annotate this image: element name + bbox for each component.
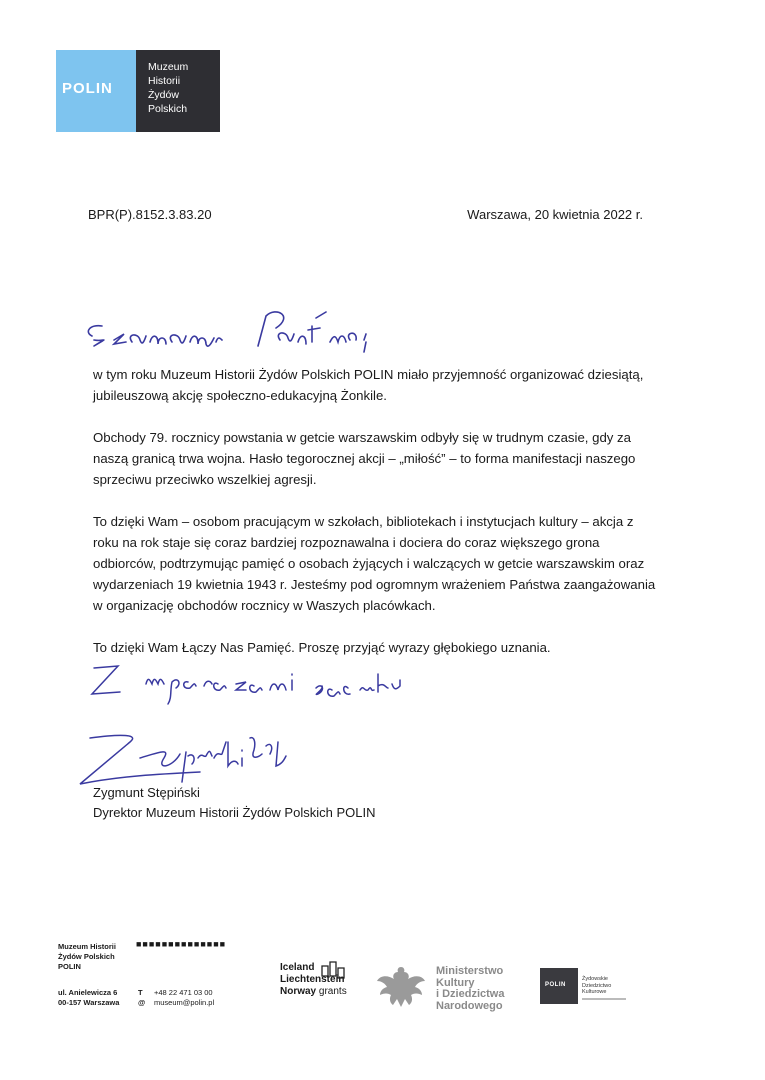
letter-date: Warszawa, 20 kwietnia 2022 r. [467, 207, 643, 222]
logo-line: Polskich [148, 103, 188, 115]
address-line: 00-157 Warszawa [58, 998, 120, 1007]
ministry-line: Ministerstwo [436, 965, 504, 977]
ministry-line: Kultury [436, 976, 475, 989]
grants-line: grants [318, 986, 347, 997]
handwritten-closing [80, 652, 410, 712]
ministry-line: i Dziedzictwa [436, 988, 505, 1000]
signer-name: Zygmunt Stępiński [93, 785, 200, 800]
eagle-emblem-icon [375, 963, 427, 1013]
grants-line: Norway [280, 986, 317, 997]
footer-line: Żydów Polskich [58, 952, 115, 961]
grants-mark-icon [320, 960, 348, 980]
email-key: @ [138, 998, 146, 1007]
footer-line: POLIN [58, 962, 81, 971]
logo-line: Historii [148, 75, 181, 87]
partner-line: Żydowskie [582, 976, 608, 982]
phone-number: +48 22 471 03 00 [154, 988, 213, 997]
signer-block [93, 783, 375, 823]
address-line: ul. Anielewicza 6 [58, 988, 118, 997]
handwritten-salutation [80, 296, 400, 366]
footer-dotted-divider: ■■■■■■■■■■■■■■ [136, 939, 227, 949]
signer-title: Dyrektor Muzeum Historii Żydów Polskich POLIN [93, 805, 376, 820]
partner-polin-logo [540, 968, 630, 1004]
email-address: museum@polin.pl [154, 998, 215, 1007]
logo-name [148, 60, 188, 116]
partner-line: Dziedzictwo [582, 982, 612, 989]
paragraph: w tym roku Muzeum Historii Żydów Polskich POLIN miało przyjemność organizować dziesiątą, jubileuszową akcję społeczno-edukacyjną Żonkile. [93, 367, 644, 403]
logo-line: Muzeum [148, 61, 189, 73]
partner-mark: POLIN [545, 982, 566, 988]
polin-logo [56, 50, 220, 132]
footer-address [58, 988, 119, 1008]
paragraph: Obchody 79. rocznicy powstania w getcie warszawskim odbyły się w trudnym czasie, gdy za naszą granicą trwa wojna. Hasło tegorocznej akcji – „miłość” – to forma manifestacji naszego sprzeciwu przeciwko wszelkiej agresji. [93, 430, 636, 487]
ministry-line: Narodowego [436, 999, 503, 1012]
logo-blue-block [56, 50, 136, 132]
footer-line: Muzeum Historii [58, 942, 116, 951]
paragraph: To dzięki Wam – osobom pracującym w szkołach, bibliotekach i instytucjach kultury – akcja z roku na rok staje się coraz bardziej rozpoznawalna i dociera do coraz większego grona odbiorców, podtrzymując pamięć o osobach żyjących i walczących w getcie warszawskim oraz wydarzeniach 19 kwietnia 1943 r. Jesteśmy pod ogromnym wrażeniem Państwa zaangażowania w organizację obchodów rocznicy w Waszych placówkach. [93, 514, 656, 613]
paragraph: To dzięki Wam Łączy Nas Pamięć. Proszę przyjąć wyrazy głębokiego uznania. [93, 640, 551, 655]
phone-key: T [138, 988, 143, 997]
partner-line: Kulturowe [582, 989, 607, 995]
letter-body [93, 364, 658, 679]
footer-org-name [58, 942, 116, 972]
grants-line: Iceland [280, 962, 315, 973]
partner-underline [582, 998, 626, 1000]
logo-mark: POLIN [62, 80, 113, 97]
partner-dark-block [540, 968, 578, 1004]
partner-name [582, 976, 611, 996]
ministry-logo-text [436, 966, 504, 1012]
logo-line: Żydów [148, 89, 179, 101]
footer-contact [138, 988, 214, 1008]
reference-number: BPR(P).8152.3.83.20 [88, 207, 212, 222]
grants-line: Liechtenstein [280, 974, 345, 985]
